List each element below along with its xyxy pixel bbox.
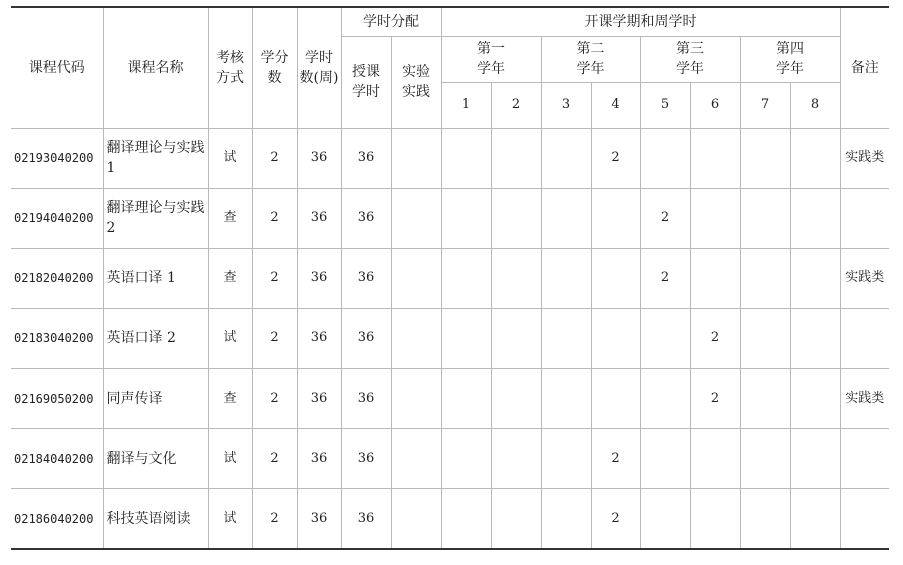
credits: 2 bbox=[252, 308, 297, 368]
total-hours: 36 bbox=[297, 369, 341, 429]
credits: 2 bbox=[252, 188, 297, 248]
semester-4-hours: 2 bbox=[591, 489, 640, 549]
semester-4-hours bbox=[591, 369, 640, 429]
course-name: 同声传译 bbox=[103, 369, 208, 429]
header-credits: 学分 数 bbox=[252, 7, 297, 128]
semester-3-hours bbox=[541, 369, 591, 429]
total-hours: 36 bbox=[297, 429, 341, 489]
course-code: 02186040200 bbox=[11, 489, 103, 549]
remark bbox=[840, 188, 889, 248]
course-code: 02169050200 bbox=[11, 369, 103, 429]
semester-3-hours bbox=[541, 429, 591, 489]
header-semester-7: 7 bbox=[740, 82, 790, 128]
semester-8-hours bbox=[790, 128, 840, 188]
course-table bbox=[11, 6, 889, 550]
header-semester-1: 1 bbox=[441, 82, 491, 128]
lecture-hours: 36 bbox=[341, 308, 391, 368]
semester-5-hours bbox=[640, 429, 690, 489]
header-name: 课程名称 bbox=[103, 7, 208, 128]
semester-8-hours bbox=[790, 188, 840, 248]
exam-type: 试 bbox=[208, 429, 252, 489]
semester-3-hours bbox=[541, 128, 591, 188]
semester-6-hours bbox=[690, 489, 740, 549]
credits: 2 bbox=[252, 489, 297, 549]
semester-4-hours bbox=[591, 248, 640, 308]
semester-4-hours bbox=[591, 308, 640, 368]
semester-7-hours bbox=[740, 369, 790, 429]
remark: 实践类 bbox=[840, 128, 889, 188]
semester-3-hours bbox=[541, 188, 591, 248]
lecture-hours: 36 bbox=[341, 429, 391, 489]
semester-8-hours bbox=[790, 489, 840, 549]
total-hours: 36 bbox=[297, 128, 341, 188]
lab-hours bbox=[391, 369, 441, 429]
semester-7-hours bbox=[740, 489, 790, 549]
lecture-hours: 36 bbox=[341, 369, 391, 429]
table-row bbox=[11, 248, 889, 308]
course-code: 02182040200 bbox=[11, 248, 103, 308]
lecture-hours: 36 bbox=[341, 128, 391, 188]
semester-6-hours bbox=[690, 128, 740, 188]
semester-3-hours bbox=[541, 308, 591, 368]
credits: 2 bbox=[252, 429, 297, 489]
semester-2-hours bbox=[491, 248, 541, 308]
course-code: 02184040200 bbox=[11, 429, 103, 489]
semester-7-hours bbox=[740, 248, 790, 308]
semester-5-hours bbox=[640, 369, 690, 429]
course-code: 02194040200 bbox=[11, 188, 103, 248]
lecture-hours: 36 bbox=[341, 489, 391, 549]
semester-1-hours bbox=[441, 369, 491, 429]
semester-1-hours bbox=[441, 429, 491, 489]
lab-hours bbox=[391, 188, 441, 248]
course-name: 翻译理论与实践 1 bbox=[103, 128, 208, 188]
table-row bbox=[11, 429, 889, 489]
exam-type: 试 bbox=[208, 128, 252, 188]
semester-5-hours bbox=[640, 489, 690, 549]
semester-1-hours bbox=[441, 128, 491, 188]
semester-4-hours bbox=[591, 188, 640, 248]
course-code: 02193040200 bbox=[11, 128, 103, 188]
semester-1-hours bbox=[441, 188, 491, 248]
semester-2-hours bbox=[491, 308, 541, 368]
header-semester-3: 3 bbox=[541, 82, 591, 128]
semester-2-hours bbox=[491, 188, 541, 248]
semester-2-hours bbox=[491, 369, 541, 429]
semester-1-hours bbox=[441, 489, 491, 549]
header-code: 课程代码 bbox=[11, 7, 103, 128]
semester-5-hours bbox=[640, 308, 690, 368]
header-year-1: 第一 学年 bbox=[441, 36, 541, 82]
remark bbox=[840, 489, 889, 549]
semester-2-hours bbox=[491, 489, 541, 549]
header-lecture: 授课 学时 bbox=[341, 36, 391, 128]
credits: 2 bbox=[252, 369, 297, 429]
semester-6-hours bbox=[690, 248, 740, 308]
lecture-hours: 36 bbox=[341, 188, 391, 248]
total-hours: 36 bbox=[297, 489, 341, 549]
remark bbox=[840, 308, 889, 368]
semester-8-hours bbox=[790, 308, 840, 368]
semester-5-hours: 2 bbox=[640, 248, 690, 308]
semester-2-hours bbox=[491, 128, 541, 188]
lab-hours bbox=[391, 248, 441, 308]
header-semester-2: 2 bbox=[491, 82, 541, 128]
course-name: 科技英语阅读 bbox=[103, 489, 208, 549]
lecture-hours: 36 bbox=[341, 248, 391, 308]
credits: 2 bbox=[252, 248, 297, 308]
lab-hours bbox=[391, 489, 441, 549]
remark bbox=[840, 429, 889, 489]
semester-7-hours bbox=[740, 308, 790, 368]
lab-hours bbox=[391, 429, 441, 489]
semester-7-hours bbox=[740, 128, 790, 188]
lab-hours bbox=[391, 308, 441, 368]
semester-8-hours bbox=[790, 248, 840, 308]
semester-7-hours bbox=[740, 429, 790, 489]
header-schedule: 开课学期和周学时 bbox=[441, 7, 840, 36]
course-code: 02183040200 bbox=[11, 308, 103, 368]
header-semester-6: 6 bbox=[690, 82, 740, 128]
header-exam: 考核 方式 bbox=[208, 7, 252, 128]
exam-type: 试 bbox=[208, 308, 252, 368]
semester-4-hours: 2 bbox=[591, 128, 640, 188]
exam-type: 查 bbox=[208, 188, 252, 248]
semester-6-hours bbox=[690, 188, 740, 248]
header-alloc: 学时分配 bbox=[341, 7, 441, 36]
table-row bbox=[11, 128, 889, 188]
remark: 实践类 bbox=[840, 369, 889, 429]
semester-7-hours bbox=[740, 188, 790, 248]
header-semester-5: 5 bbox=[640, 82, 690, 128]
semester-8-hours bbox=[790, 369, 840, 429]
semester-5-hours bbox=[640, 128, 690, 188]
table-row bbox=[11, 188, 889, 248]
semester-3-hours bbox=[541, 248, 591, 308]
exam-type: 查 bbox=[208, 369, 252, 429]
semester-6-hours: 2 bbox=[690, 369, 740, 429]
exam-type: 试 bbox=[208, 489, 252, 549]
header-remark: 备注 bbox=[840, 7, 889, 128]
semester-5-hours: 2 bbox=[640, 188, 690, 248]
header-year-2: 第二 学年 bbox=[541, 36, 640, 82]
semester-8-hours bbox=[790, 429, 840, 489]
total-hours: 36 bbox=[297, 308, 341, 368]
course-name: 翻译与文化 bbox=[103, 429, 208, 489]
header-semester-8: 8 bbox=[790, 82, 840, 128]
semester-1-hours bbox=[441, 248, 491, 308]
table-row bbox=[11, 369, 889, 429]
lab-hours bbox=[391, 128, 441, 188]
table-row bbox=[11, 308, 889, 368]
header-semester-4: 4 bbox=[591, 82, 640, 128]
exam-type: 查 bbox=[208, 248, 252, 308]
semester-1-hours bbox=[441, 308, 491, 368]
semester-3-hours bbox=[541, 489, 591, 549]
table-row bbox=[11, 489, 889, 549]
semester-6-hours bbox=[690, 429, 740, 489]
remark: 实践类 bbox=[840, 248, 889, 308]
course-name: 英语口译 1 bbox=[103, 248, 208, 308]
total-hours: 36 bbox=[297, 188, 341, 248]
header-hours: 学时 数(周) bbox=[297, 7, 341, 128]
header-year-4: 第四 学年 bbox=[740, 36, 840, 82]
total-hours: 36 bbox=[297, 248, 341, 308]
header-year-3: 第三 学年 bbox=[640, 36, 740, 82]
semester-4-hours: 2 bbox=[591, 429, 640, 489]
semester-2-hours bbox=[491, 429, 541, 489]
course-name: 翻译理论与实践 2 bbox=[103, 188, 208, 248]
header-lab: 实验 实践 bbox=[391, 36, 441, 128]
course-name: 英语口译 2 bbox=[103, 308, 208, 368]
semester-6-hours: 2 bbox=[690, 308, 740, 368]
credits: 2 bbox=[252, 128, 297, 188]
